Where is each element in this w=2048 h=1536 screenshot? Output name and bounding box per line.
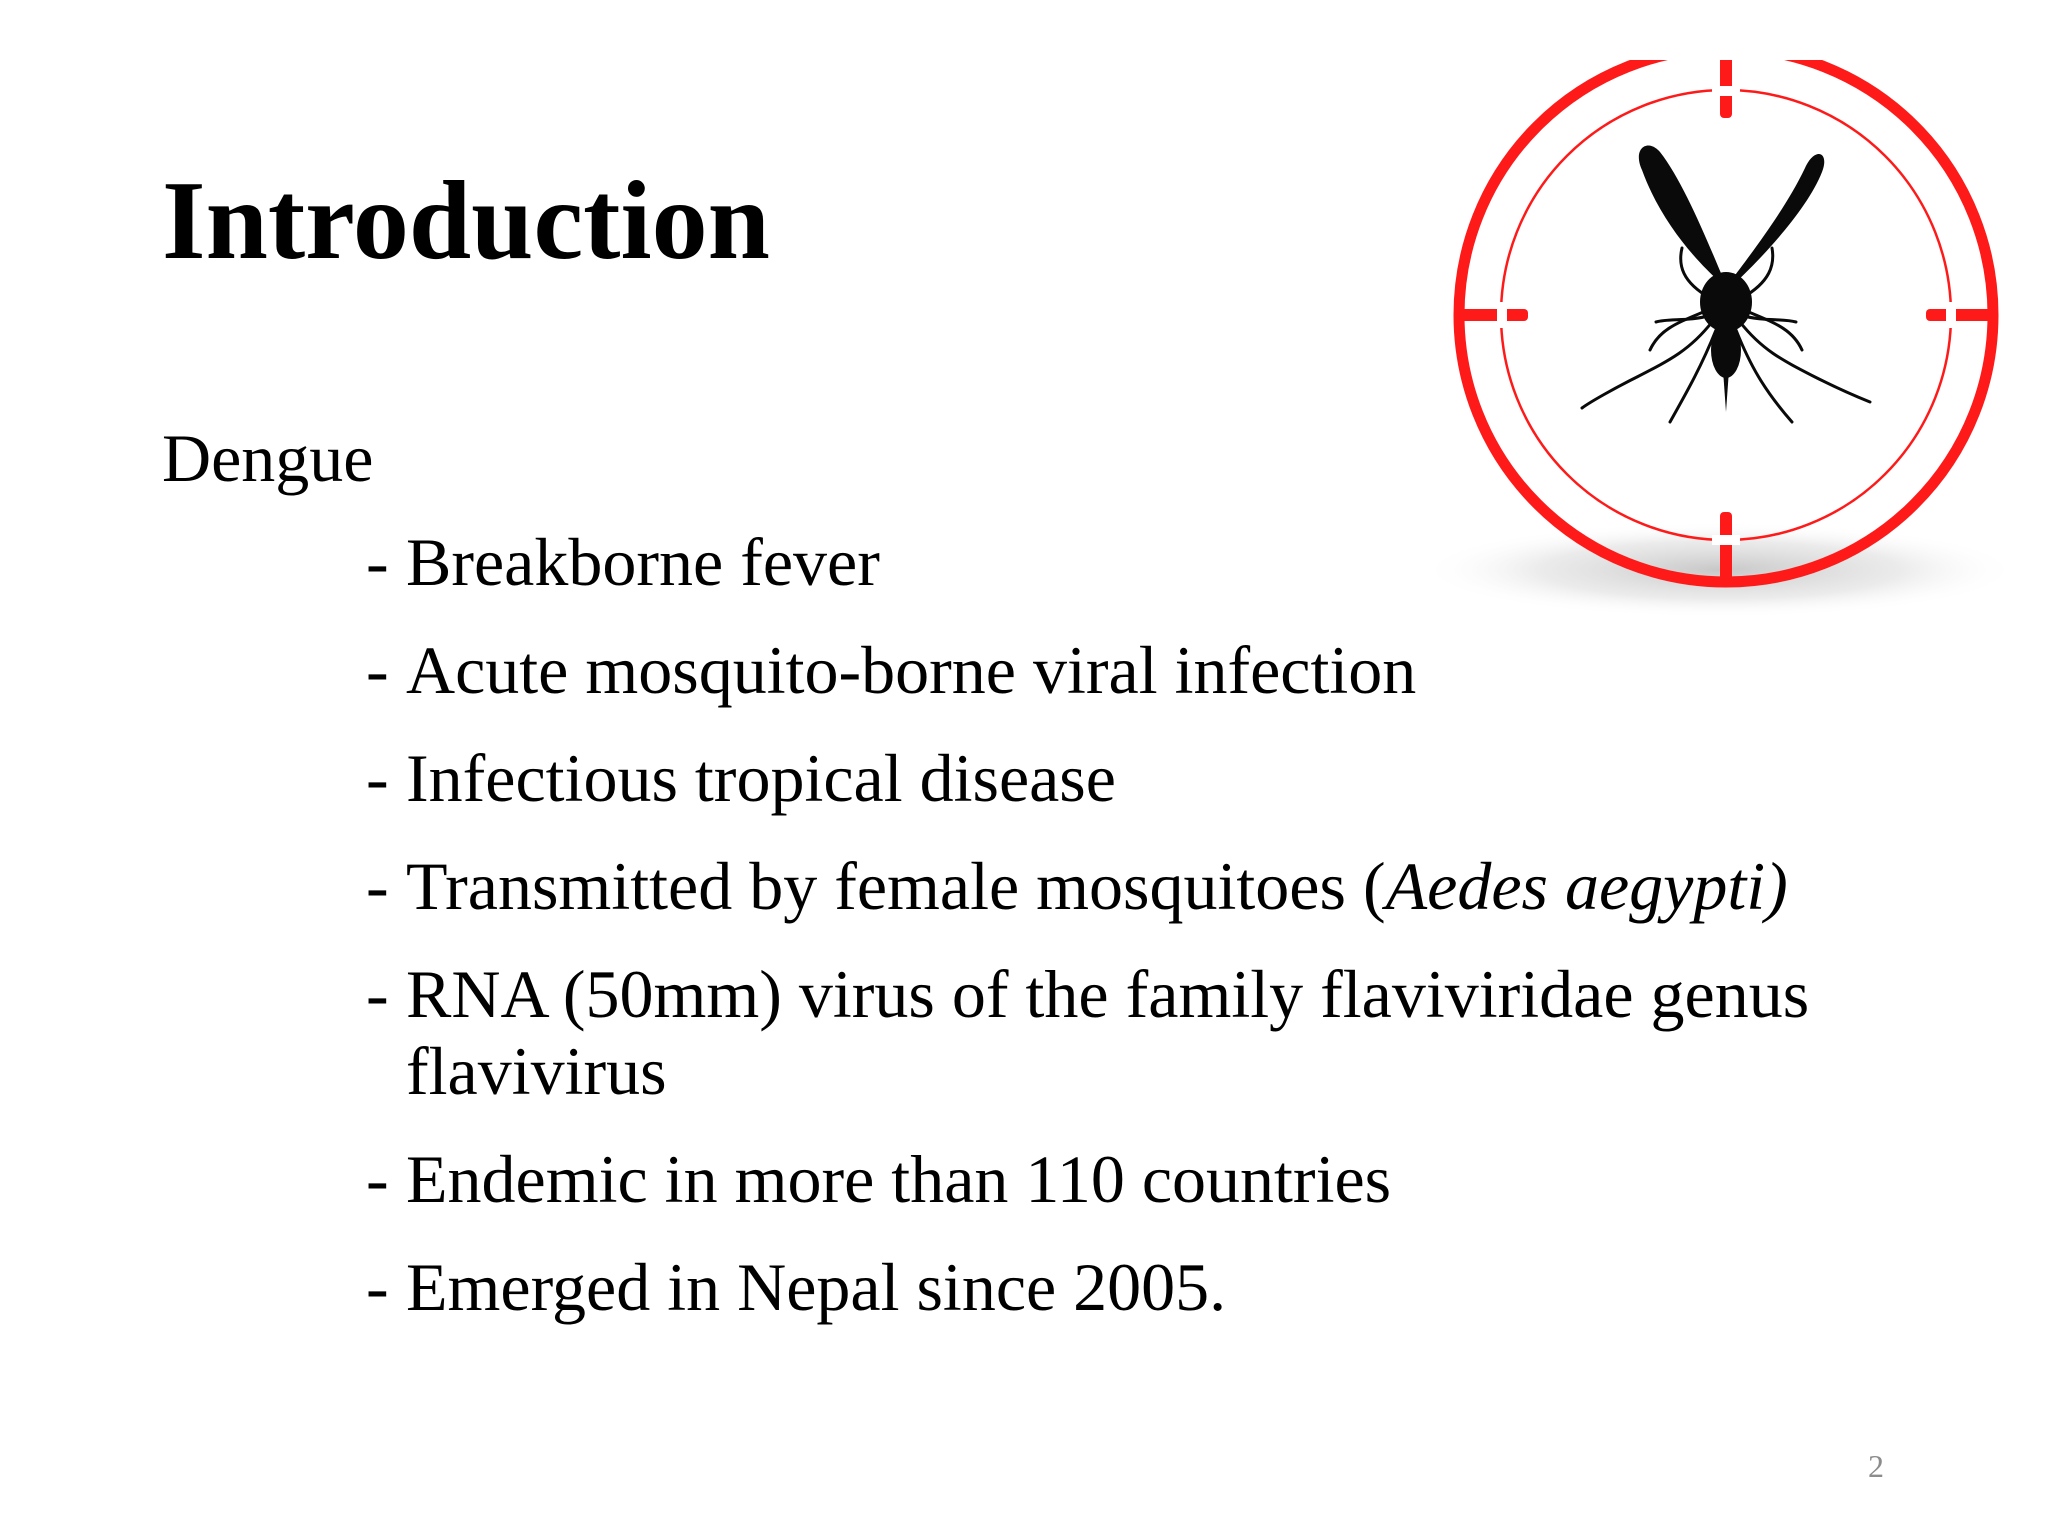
bullet-marker: - <box>366 848 389 924</box>
bullet-text: Acute mosquito-borne viral infection <box>406 632 1417 708</box>
bullet-list <box>366 524 1986 1357</box>
bullet-text: Infectious tropical disease <box>406 740 1116 816</box>
mosquito-target-icon <box>1420 60 2020 630</box>
page-number: 2 <box>1868 1448 1884 1484</box>
bullet-marker: - <box>366 956 389 1032</box>
list-item <box>366 632 1986 709</box>
list-item <box>366 1249 1986 1326</box>
bullet-marker: - <box>366 1141 389 1217</box>
bullet-text: Transmitted by female mosquitoes ( <box>406 848 1386 924</box>
bullet-marker: - <box>366 632 389 708</box>
bullet-text: Emerged in Nepal since 2005. <box>406 1249 1227 1325</box>
mosquito-silhouette <box>1582 146 1870 422</box>
list-item <box>366 1141 1986 1218</box>
bullet-marker: - <box>366 524 389 600</box>
bullet-text: RNA (50mm) virus of the family flaviviridae genus flavivirus <box>406 956 1810 1109</box>
bullet-italic-text: Aedes aegypti) <box>1385 848 1788 924</box>
bullet-text: Endemic in more than 110 countries <box>406 1141 1392 1217</box>
topic-heading: Dengue <box>162 420 374 496</box>
bullet-text: Breakborne fever <box>406 524 880 600</box>
list-item <box>366 740 1986 817</box>
list-item <box>366 956 1986 1110</box>
bullet-marker: - <box>366 1249 389 1325</box>
slide-title: Introduction <box>162 159 770 283</box>
list-item <box>366 848 1986 925</box>
bullet-marker: - <box>366 740 389 816</box>
